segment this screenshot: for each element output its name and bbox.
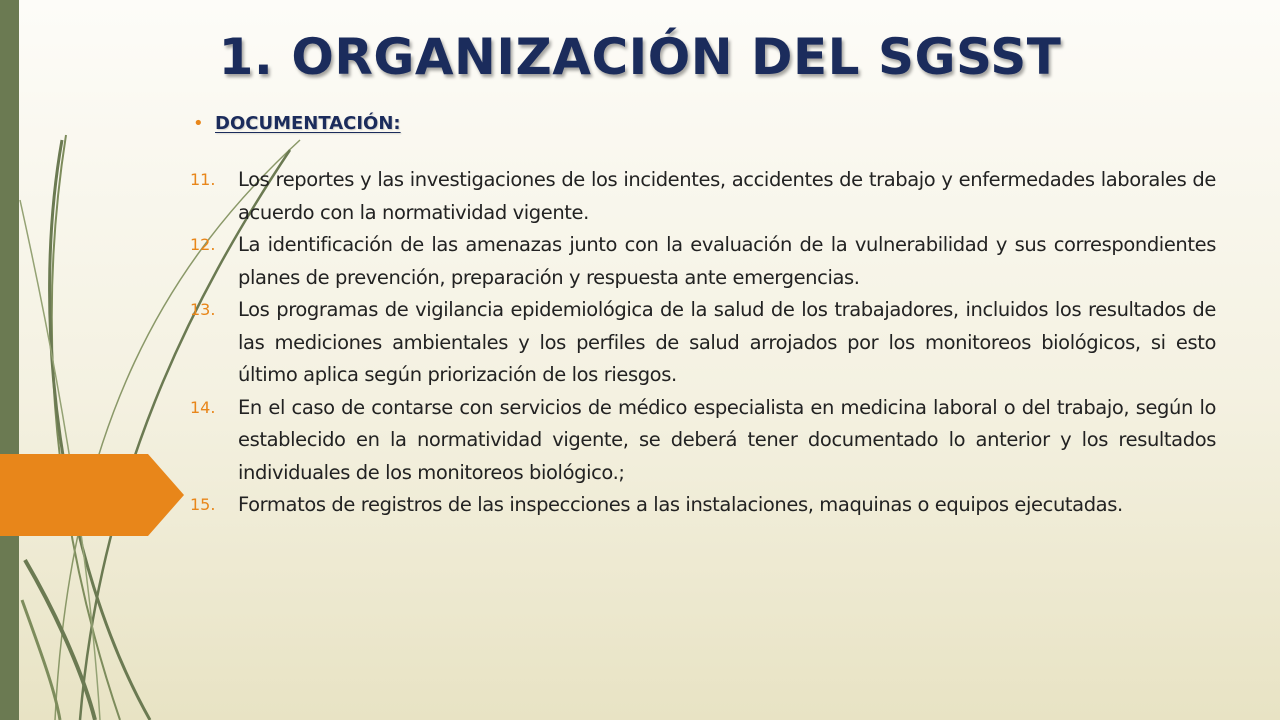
list-item [190,164,1216,229]
list-item-text: Formatos de registros de las inspecciones a las instalaciones, maquinas o equipos ejecutadas. [238,493,1123,516]
list-item-text: Los programas de vigilancia epidemiológica de la salud de los trabajadores, incluidos los resultados de las mediciones ambientales y los perfiles de salud arrojados por los monitoreos biológicos, si esto último aplica según priorización de los riesgos. [238,298,1216,386]
list-item-number: 14. [190,397,216,417]
list-item-number: 12. [190,235,216,254]
list-item [190,294,1216,392]
bullet-icon: • [193,113,204,134]
slide-content [190,113,1216,522]
list-item-number: 13. [190,300,216,319]
list-item [190,489,1216,522]
list-item-text: En el caso de contarse con servicios de médico especialista en medicina laboral o del trabajo, según lo establecido en la normatividad vigente, se deberá tener documentado lo anterior y los resultados individuales de los monitoreos biológico.; [238,395,1216,484]
list-item [190,229,1216,294]
slide-title: 1. ORGANIZACIÓN DEL SGSST [218,28,1062,86]
section-header [190,113,1216,134]
list-item-text: Los reportes y las investigaciones de los incidentes, accidentes de trabajo y enfermedades laborales de acuerdo con la normatividad vigente. [238,168,1216,224]
orange-arrow-flag [0,454,184,536]
list-item [190,392,1216,490]
section-label: DOCUMENTACIÓN: [215,113,401,134]
list-item-number: 15. [190,495,216,514]
list-item-text: La identificación de las amenazas junto con la evaluación de la vulnerabilidad y sus correspondientes planes de prevención, preparación y respuesta ante emergencias. [238,233,1216,289]
list-item-number: 11. [190,170,216,189]
numbered-list [190,164,1216,522]
